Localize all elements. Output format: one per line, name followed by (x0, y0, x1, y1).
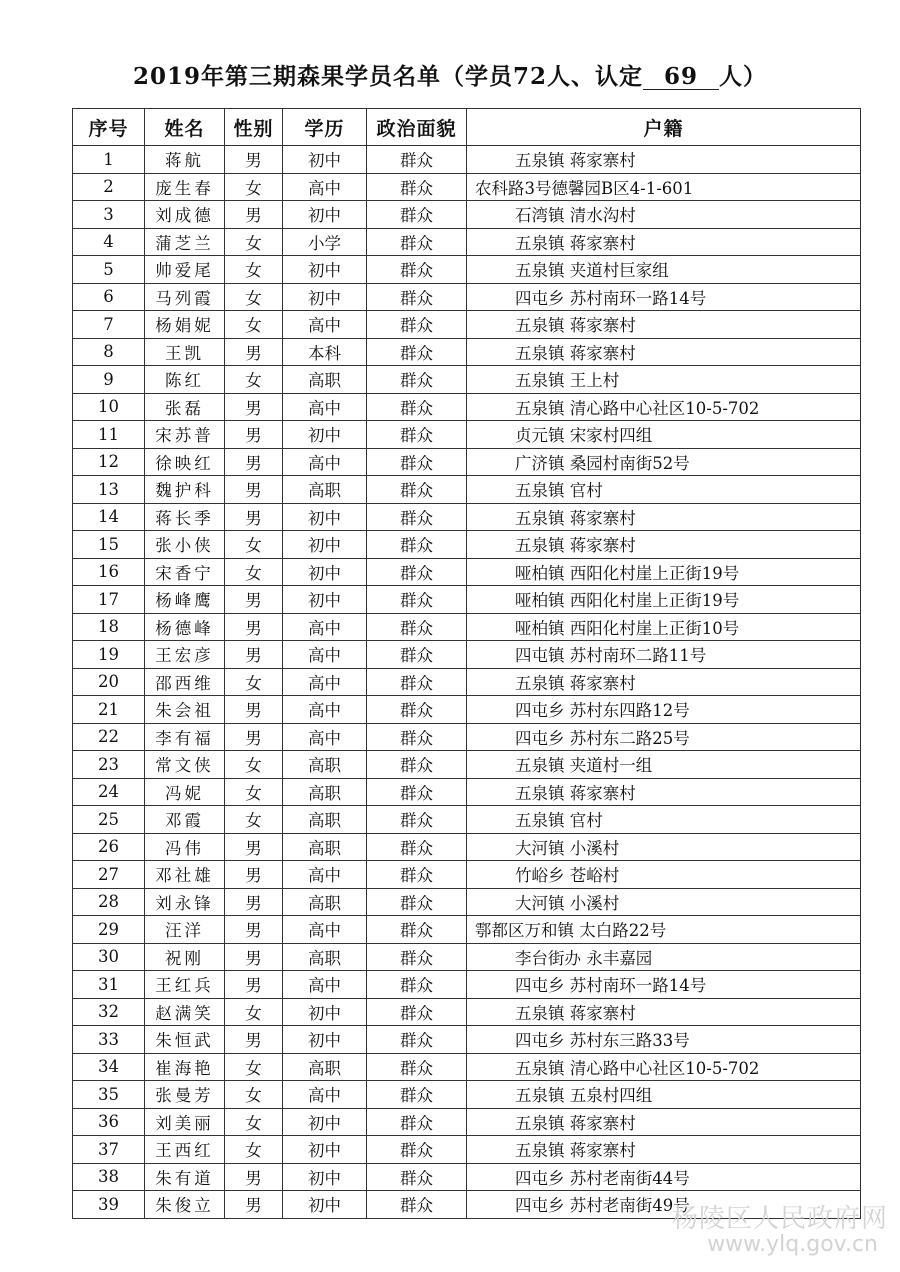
table-row (73, 366, 861, 394)
serial-cell: 7 (73, 311, 145, 339)
education-cell: 高职 (283, 751, 367, 779)
table-row (73, 778, 861, 806)
political-status-cell: 群众 (367, 998, 467, 1026)
watermark-url: www.ylq.gov.cn (707, 1232, 878, 1257)
gender-cell: 男 (225, 943, 283, 971)
serial-cell: 14 (73, 503, 145, 531)
serial-cell: 6 (73, 283, 145, 311)
household-cell: 四屯乡 苏村东四路12号 (467, 696, 861, 724)
name-cell: 祝刚 (145, 943, 225, 971)
political-status-cell: 群众 (367, 421, 467, 449)
table-row (73, 201, 861, 229)
name-cell: 王西红 (145, 1136, 225, 1164)
household-cell: 五泉镇 蒋家寨村 (467, 778, 861, 806)
education-cell: 高中 (283, 668, 367, 696)
serial-cell: 29 (73, 916, 145, 944)
gender-cell: 女 (225, 778, 283, 806)
education-cell: 高职 (283, 888, 367, 916)
table-row (73, 723, 861, 751)
table-row (73, 311, 861, 339)
gender-cell: 女 (225, 366, 283, 394)
education-cell: 高职 (283, 833, 367, 861)
household-cell: 五泉镇 官村 (467, 806, 861, 834)
table-row (73, 971, 861, 999)
name-cell: 魏护科 (145, 476, 225, 504)
header-education: 学历 (283, 109, 367, 146)
serial-cell: 30 (73, 943, 145, 971)
education-cell: 高中 (283, 173, 367, 201)
table-row (73, 1136, 861, 1164)
political-status-cell: 群众 (367, 228, 467, 256)
name-cell: 张小侠 (145, 531, 225, 559)
serial-cell: 28 (73, 888, 145, 916)
education-cell: 小学 (283, 228, 367, 256)
serial-cell: 23 (73, 751, 145, 779)
serial-cell: 11 (73, 421, 145, 449)
household-cell: 五泉镇 官村 (467, 476, 861, 504)
gender-cell: 男 (225, 888, 283, 916)
gender-cell: 男 (225, 861, 283, 889)
serial-cell: 5 (73, 256, 145, 284)
education-cell: 本科 (283, 338, 367, 366)
household-cell: 五泉镇 清心路中心社区10-5-702 (467, 393, 861, 421)
serial-cell: 8 (73, 338, 145, 366)
name-cell: 张曼芳 (145, 1081, 225, 1109)
political-status-cell: 群众 (367, 448, 467, 476)
education-cell: 初中 (283, 421, 367, 449)
table-row (73, 393, 861, 421)
education-cell: 高中 (283, 641, 367, 669)
education-cell: 高中 (283, 393, 367, 421)
political-status-cell: 群众 (367, 1108, 467, 1136)
serial-cell: 37 (73, 1136, 145, 1164)
household-cell: 竹峪乡 苍峪村 (467, 861, 861, 889)
name-cell: 朱恒武 (145, 1026, 225, 1054)
name-cell: 朱会祖 (145, 696, 225, 724)
household-cell: 四屯乡 苏村东三路33号 (467, 1026, 861, 1054)
education-cell: 初中 (283, 1136, 367, 1164)
table-row (73, 1081, 861, 1109)
table-row (73, 943, 861, 971)
education-cell: 高中 (283, 613, 367, 641)
household-cell: 五泉镇 蒋家寨村 (467, 311, 861, 339)
household-cell: 五泉镇 蒋家寨村 (467, 338, 861, 366)
political-status-cell: 群众 (367, 668, 467, 696)
political-status-cell: 群众 (367, 861, 467, 889)
serial-cell: 10 (73, 393, 145, 421)
header-gender: 性别 (225, 109, 283, 146)
gender-cell: 女 (225, 558, 283, 586)
gender-cell: 女 (225, 668, 283, 696)
name-cell: 赵满笑 (145, 998, 225, 1026)
name-cell: 宋苏普 (145, 421, 225, 449)
table-row (73, 613, 861, 641)
name-cell: 朱俊立 (145, 1191, 225, 1219)
gender-cell: 女 (225, 998, 283, 1026)
household-cell: 大河镇 小溪村 (467, 888, 861, 916)
name-cell: 蒋航 (145, 146, 225, 174)
header-political-status: 政治面貌 (367, 109, 467, 146)
serial-cell: 18 (73, 613, 145, 641)
serial-cell: 2 (73, 173, 145, 201)
gender-cell: 女 (225, 751, 283, 779)
political-status-cell: 群众 (367, 283, 467, 311)
gender-cell: 男 (225, 448, 283, 476)
serial-cell: 21 (73, 696, 145, 724)
gender-cell: 女 (225, 1136, 283, 1164)
household-cell: 石湾镇 清水沟村 (467, 201, 861, 229)
political-status-cell: 群众 (367, 256, 467, 284)
household-cell: 五泉镇 五泉村四组 (467, 1081, 861, 1109)
serial-cell: 19 (73, 641, 145, 669)
household-cell: 哑柏镇 西阳化村崖上正街19号 (467, 586, 861, 614)
gender-cell: 男 (225, 393, 283, 421)
name-cell: 刘永锋 (145, 888, 225, 916)
gender-cell: 男 (225, 971, 283, 999)
header-household-registration: 户籍 (467, 109, 861, 146)
table-row (73, 228, 861, 256)
education-cell: 高中 (283, 971, 367, 999)
table-row (73, 861, 861, 889)
table-row (73, 806, 861, 834)
education-cell: 初中 (283, 1026, 367, 1054)
political-status-cell: 群众 (367, 1026, 467, 1054)
education-cell: 初中 (283, 586, 367, 614)
table-row (73, 1053, 861, 1081)
serial-cell: 20 (73, 668, 145, 696)
serial-cell: 15 (73, 531, 145, 559)
political-status-cell: 群众 (367, 146, 467, 174)
table-row (73, 421, 861, 449)
name-cell: 李有福 (145, 723, 225, 751)
political-status-cell: 群众 (367, 971, 467, 999)
gender-cell: 男 (225, 1163, 283, 1191)
household-cell: 五泉镇 夹道村巨家组 (467, 256, 861, 284)
table-row (73, 476, 861, 504)
political-status-cell: 群众 (367, 1136, 467, 1164)
serial-cell: 12 (73, 448, 145, 476)
household-cell: 李台街办 永丰嘉园 (467, 943, 861, 971)
education-cell: 高职 (283, 476, 367, 504)
education-cell: 初中 (283, 146, 367, 174)
header-serial: 序号 (73, 109, 145, 146)
name-cell: 崔海艳 (145, 1053, 225, 1081)
political-status-cell: 群众 (367, 806, 467, 834)
serial-cell: 38 (73, 1163, 145, 1191)
household-cell: 五泉镇 蒋家寨村 (467, 228, 861, 256)
name-cell: 张磊 (145, 393, 225, 421)
gender-cell: 女 (225, 531, 283, 559)
political-status-cell: 群众 (367, 888, 467, 916)
table-row (73, 696, 861, 724)
table-row (73, 1026, 861, 1054)
table-row (73, 256, 861, 284)
education-cell: 高中 (283, 1081, 367, 1109)
household-cell: 五泉镇 蒋家寨村 (467, 1136, 861, 1164)
serial-cell: 32 (73, 998, 145, 1026)
name-cell: 宋香宁 (145, 558, 225, 586)
household-cell: 五泉镇 蒋家寨村 (467, 531, 861, 559)
household-cell: 四屯乡 苏村老南街44号 (467, 1163, 861, 1191)
education-cell: 高中 (283, 696, 367, 724)
political-status-cell: 群众 (367, 613, 467, 641)
education-cell: 初中 (283, 1163, 367, 1191)
serial-cell: 33 (73, 1026, 145, 1054)
gender-cell: 女 (225, 1053, 283, 1081)
name-cell: 朱有道 (145, 1163, 225, 1191)
gender-cell: 女 (225, 173, 283, 201)
serial-cell: 36 (73, 1108, 145, 1136)
name-cell: 帅爱尾 (145, 256, 225, 284)
gender-cell: 男 (225, 146, 283, 174)
gender-cell: 男 (225, 421, 283, 449)
education-cell: 高中 (283, 723, 367, 751)
political-status-cell: 群众 (367, 723, 467, 751)
political-status-cell: 群众 (367, 366, 467, 394)
table-body (73, 146, 861, 1219)
political-status-cell: 群众 (367, 1163, 467, 1191)
education-cell: 高职 (283, 943, 367, 971)
table-row (73, 833, 861, 861)
gender-cell: 男 (225, 586, 283, 614)
name-cell: 蒲芝兰 (145, 228, 225, 256)
serial-cell: 16 (73, 558, 145, 586)
political-status-cell: 群众 (367, 641, 467, 669)
name-cell: 杨娟妮 (145, 311, 225, 339)
political-status-cell: 群众 (367, 201, 467, 229)
political-status-cell: 群众 (367, 173, 467, 201)
name-cell: 杨峰鹰 (145, 586, 225, 614)
trainee-table (72, 108, 861, 1219)
political-status-cell: 群众 (367, 1081, 467, 1109)
political-status-cell: 群众 (367, 1053, 467, 1081)
gender-cell: 女 (225, 806, 283, 834)
gender-cell: 男 (225, 476, 283, 504)
serial-cell: 24 (73, 778, 145, 806)
gender-cell: 男 (225, 723, 283, 751)
gender-cell: 男 (225, 696, 283, 724)
political-status-cell: 群众 (367, 751, 467, 779)
gender-cell: 女 (225, 1081, 283, 1109)
table-row (73, 586, 861, 614)
table-row (73, 338, 861, 366)
name-cell: 冯伟 (145, 833, 225, 861)
serial-cell: 39 (73, 1191, 145, 1219)
table-row (73, 173, 861, 201)
household-cell: 五泉镇 蒋家寨村 (467, 146, 861, 174)
gender-cell: 女 (225, 228, 283, 256)
household-cell: 五泉镇 蒋家寨村 (467, 503, 861, 531)
serial-cell: 4 (73, 228, 145, 256)
table-row (73, 503, 861, 531)
education-cell: 初中 (283, 1191, 367, 1219)
political-status-cell: 群众 (367, 916, 467, 944)
name-cell: 邵西维 (145, 668, 225, 696)
education-cell: 初中 (283, 256, 367, 284)
household-cell: 鄠都区万和镇 太白路22号 (467, 916, 861, 944)
name-cell: 王宏彦 (145, 641, 225, 669)
name-cell: 邓社雄 (145, 861, 225, 889)
household-cell: 五泉镇 王上村 (467, 366, 861, 394)
serial-cell: 22 (73, 723, 145, 751)
title-suffix: 人） (719, 63, 768, 90)
household-cell: 五泉镇 蒋家寨村 (467, 668, 861, 696)
serial-cell: 17 (73, 586, 145, 614)
household-cell: 四屯乡 苏村老南街49号 (467, 1191, 861, 1219)
name-cell: 刘美丽 (145, 1108, 225, 1136)
name-cell: 王凯 (145, 338, 225, 366)
political-status-cell: 群众 (367, 393, 467, 421)
serial-cell: 25 (73, 806, 145, 834)
name-cell: 常文侠 (145, 751, 225, 779)
name-cell: 庞生春 (145, 173, 225, 201)
education-cell: 高中 (283, 448, 367, 476)
name-cell: 王红兵 (145, 971, 225, 999)
table-row (73, 558, 861, 586)
gender-cell: 男 (225, 641, 283, 669)
household-cell: 广济镇 桑园村南街52号 (467, 448, 861, 476)
title-prefix: 2019年第三期森果学员名单（学员72人、认定 (132, 63, 644, 90)
household-cell: 四屯乡 苏村南环一路14号 (467, 283, 861, 311)
gender-cell: 女 (225, 1108, 283, 1136)
education-cell: 高中 (283, 311, 367, 339)
education-cell: 初中 (283, 558, 367, 586)
gender-cell: 男 (225, 338, 283, 366)
gender-cell: 女 (225, 256, 283, 284)
table-row (73, 888, 861, 916)
education-cell: 高职 (283, 366, 367, 394)
serial-cell: 34 (73, 1053, 145, 1081)
name-cell: 杨德峰 (145, 613, 225, 641)
education-cell: 高职 (283, 806, 367, 834)
political-status-cell: 群众 (367, 1191, 467, 1219)
serial-cell: 35 (73, 1081, 145, 1109)
table-row (73, 531, 861, 559)
household-cell: 大河镇 小溪村 (467, 833, 861, 861)
table-row (73, 1108, 861, 1136)
household-cell: 五泉镇 夹道村一组 (467, 751, 861, 779)
name-cell: 刘成德 (145, 201, 225, 229)
education-cell: 初中 (283, 503, 367, 531)
education-cell: 初中 (283, 201, 367, 229)
watermark-site-name: 杨陵区人民政府网 (671, 1204, 888, 1234)
serial-cell: 26 (73, 833, 145, 861)
gender-cell: 男 (225, 1191, 283, 1219)
name-cell: 马列霞 (145, 283, 225, 311)
household-cell: 四屯乡 苏村南环一路14号 (467, 971, 861, 999)
gender-cell: 男 (225, 833, 283, 861)
name-cell: 徐映红 (145, 448, 225, 476)
serial-cell: 27 (73, 861, 145, 889)
education-cell: 初中 (283, 531, 367, 559)
household-cell: 四屯镇 苏村南环二路11号 (467, 641, 861, 669)
political-status-cell: 群众 (367, 778, 467, 806)
serial-cell: 31 (73, 971, 145, 999)
political-status-cell: 群众 (367, 338, 467, 366)
table-header-row (73, 109, 861, 146)
name-cell: 陈红 (145, 366, 225, 394)
education-cell: 高职 (283, 1053, 367, 1081)
political-status-cell: 群众 (367, 833, 467, 861)
political-status-cell: 群众 (367, 586, 467, 614)
table-row (73, 916, 861, 944)
gender-cell: 男 (225, 503, 283, 531)
table-row (73, 668, 861, 696)
gender-cell: 女 (225, 283, 283, 311)
name-cell: 冯妮 (145, 778, 225, 806)
political-status-cell: 群众 (367, 696, 467, 724)
name-cell: 邓霞 (145, 806, 225, 834)
serial-cell: 9 (73, 366, 145, 394)
political-status-cell: 群众 (367, 311, 467, 339)
education-cell: 初中 (283, 1108, 367, 1136)
header-name: 姓名 (145, 109, 225, 146)
serial-cell: 1 (73, 146, 145, 174)
serial-cell: 3 (73, 201, 145, 229)
household-cell: 哑柏镇 西阳化村崖上正街19号 (467, 558, 861, 586)
serial-cell: 13 (73, 476, 145, 504)
gender-cell: 男 (225, 201, 283, 229)
document-title (0, 58, 900, 91)
table-row (73, 751, 861, 779)
table-row (73, 641, 861, 669)
education-cell: 高中 (283, 916, 367, 944)
political-status-cell: 群众 (367, 943, 467, 971)
gender-cell: 男 (225, 916, 283, 944)
political-status-cell: 群众 (367, 503, 467, 531)
education-cell: 高职 (283, 778, 367, 806)
table-row (73, 1163, 861, 1191)
gender-cell: 男 (225, 1026, 283, 1054)
table-row (73, 283, 861, 311)
approved-count: 69 (643, 65, 719, 90)
household-cell: 农科路3号德馨园B区4-1-601 (467, 173, 861, 201)
household-cell: 五泉镇 蒋家寨村 (467, 998, 861, 1026)
gender-cell: 男 (225, 613, 283, 641)
household-cell: 四屯乡 苏村东二路25号 (467, 723, 861, 751)
gender-cell: 女 (225, 311, 283, 339)
table-row (73, 448, 861, 476)
household-cell: 五泉镇 清心路中心社区10-5-702 (467, 1053, 861, 1081)
education-cell: 初中 (283, 283, 367, 311)
name-cell: 蒋长季 (145, 503, 225, 531)
name-cell: 汪洋 (145, 916, 225, 944)
household-cell: 五泉镇 蒋家寨村 (467, 1108, 861, 1136)
political-status-cell: 群众 (367, 531, 467, 559)
political-status-cell: 群众 (367, 476, 467, 504)
table-row (73, 998, 861, 1026)
household-cell: 哑柏镇 西阳化村崖上正街10号 (467, 613, 861, 641)
household-cell: 贞元镇 宋家村四组 (467, 421, 861, 449)
education-cell: 初中 (283, 998, 367, 1026)
table-row (73, 146, 861, 174)
education-cell: 高中 (283, 861, 367, 889)
political-status-cell: 群众 (367, 558, 467, 586)
